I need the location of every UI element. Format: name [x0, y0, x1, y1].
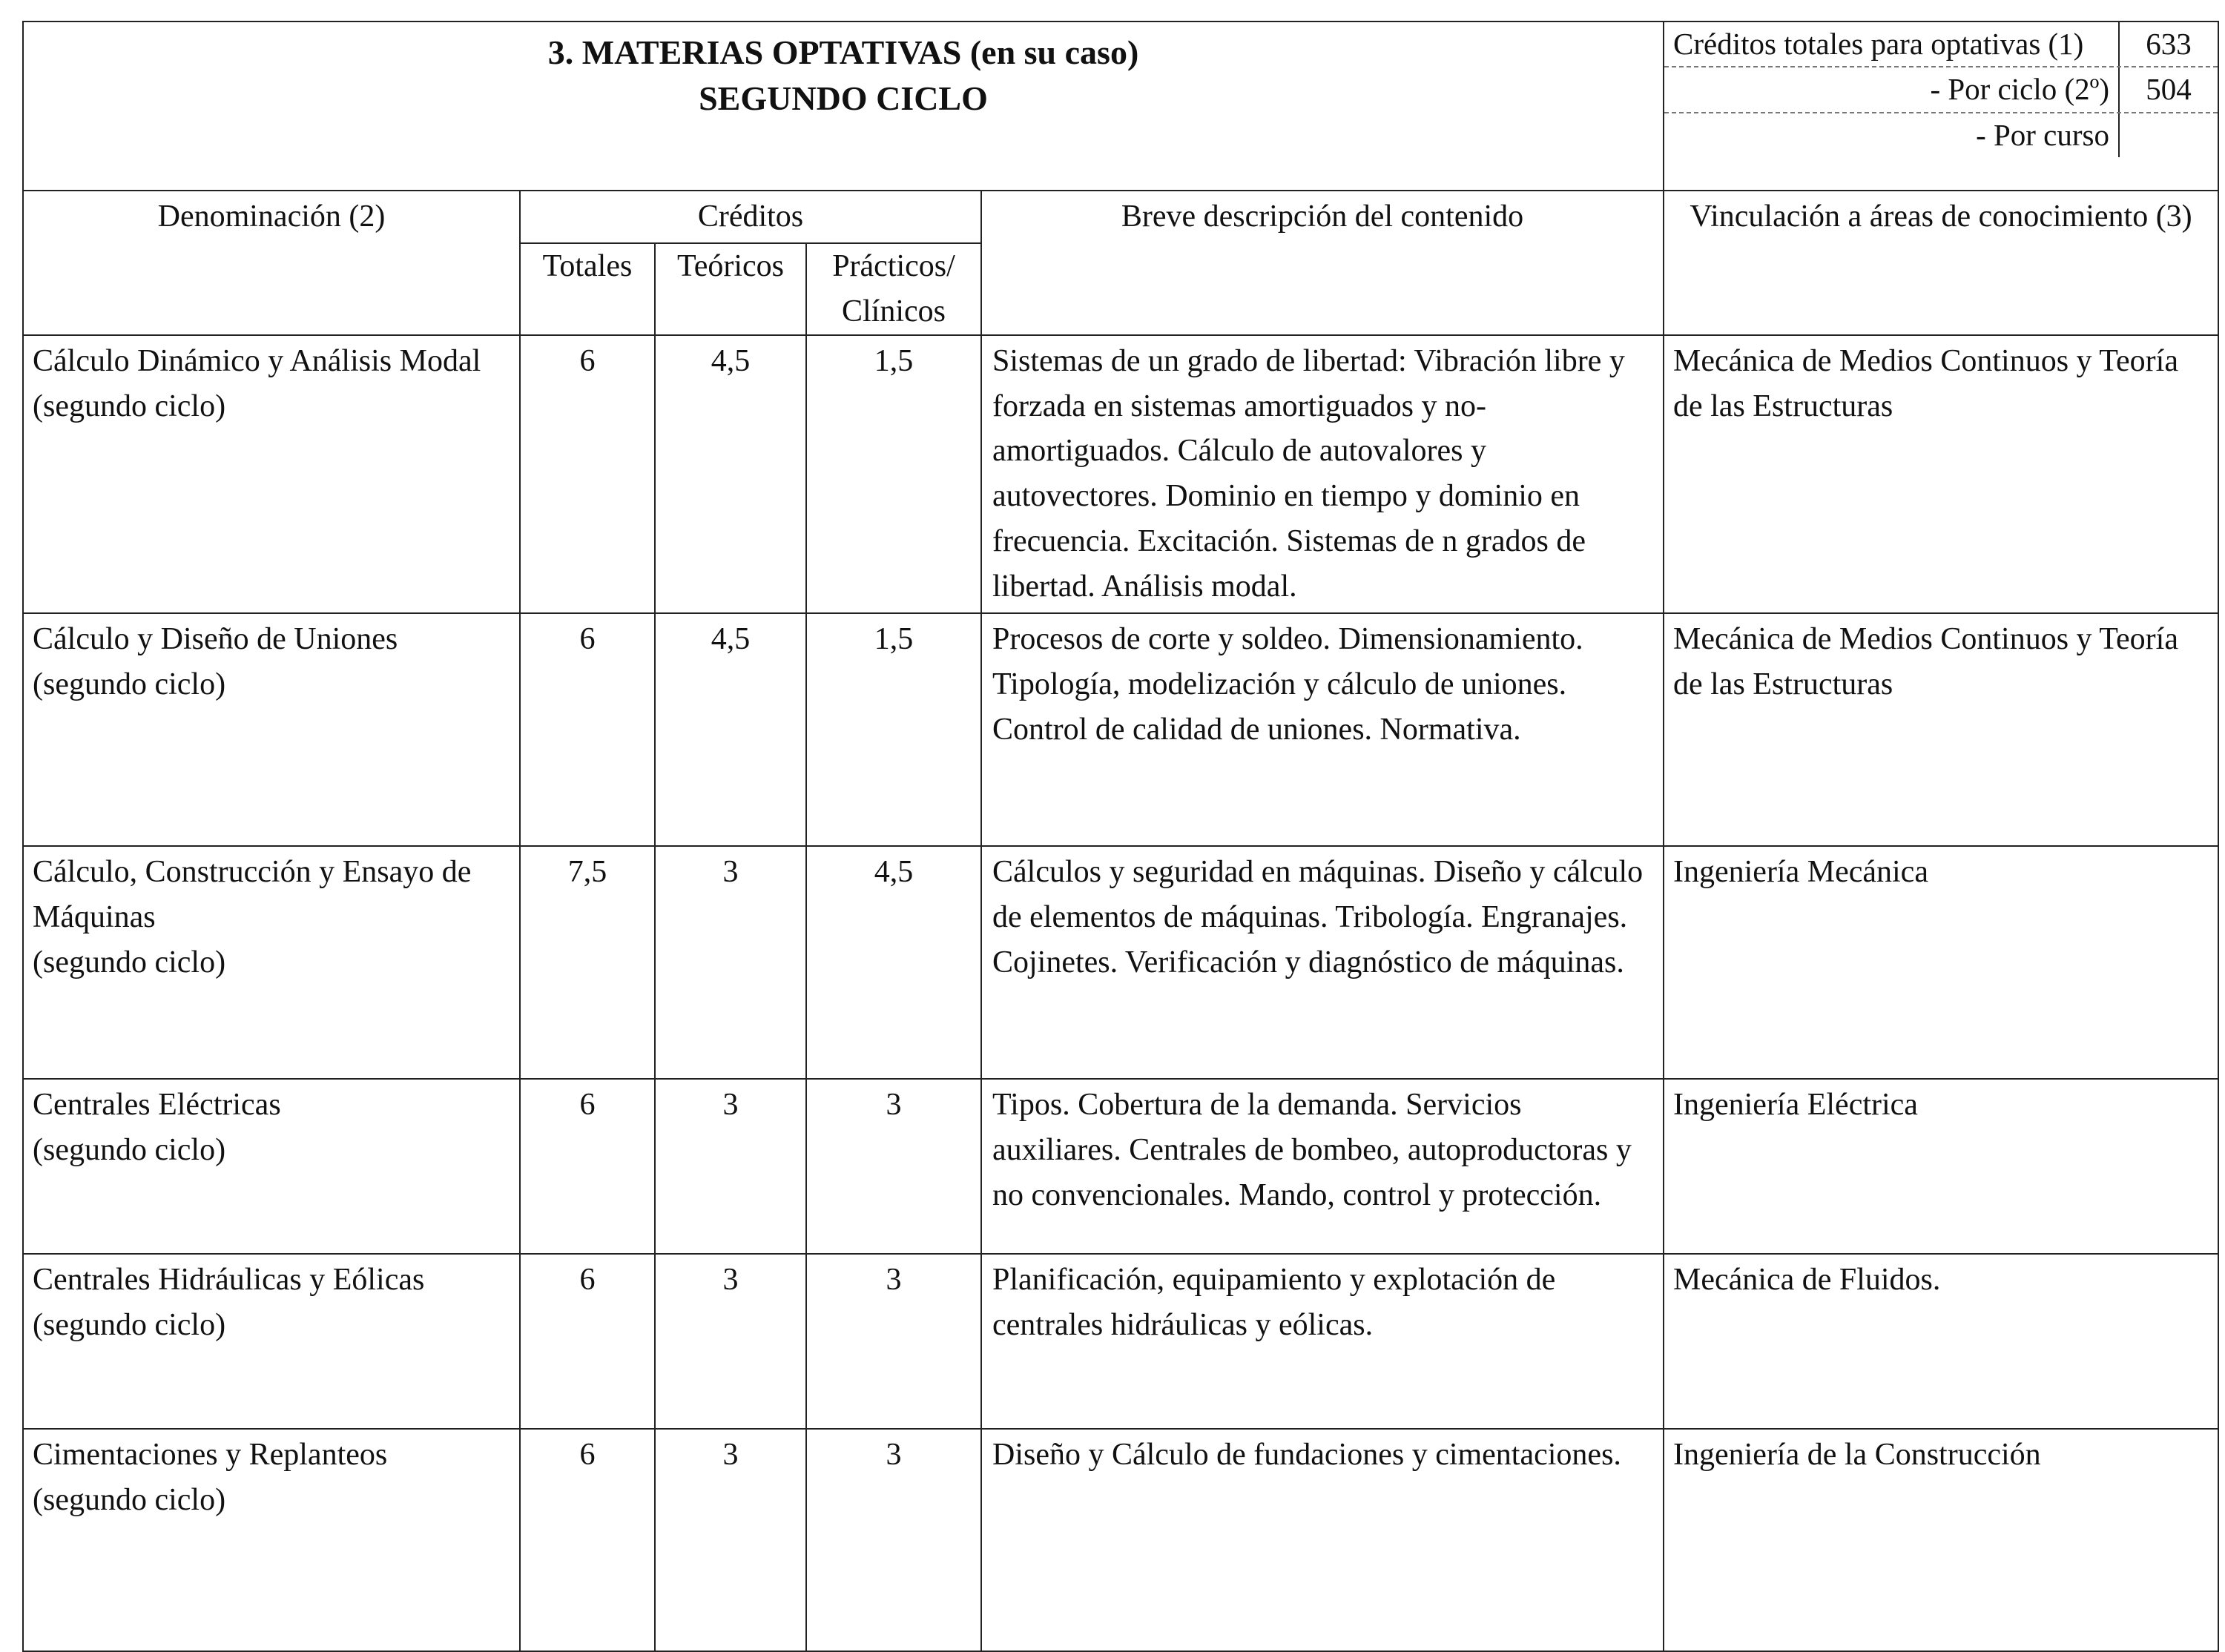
subject-cycle: (segundo ciclo) [33, 389, 226, 423]
credits-total: 7,5 [520, 846, 655, 1079]
summary-value: 504 [2118, 67, 2218, 111]
subject-cycle: (segundo ciclo) [33, 667, 226, 701]
summary-label: - Por curso [1976, 117, 2109, 152]
knowledge-area: Ingeniería de la Construcción [1664, 1429, 2218, 1651]
subject-description: Sistemas de un grado de libertad: Vibración libre y forzada en sistemas amortiguados y no-amortiguados. Cálculo de autovalores y autovectores. Dominio en tiempo y dominio en frecuencia. Excitación. Sistemas de n grados de libertad. Análisis modal. [981, 335, 1664, 613]
knowledge-area: Ingeniería Mecánica [1664, 846, 2218, 1079]
summary-label: - Por ciclo (2º) [1930, 72, 2109, 107]
summary-value [2118, 113, 2218, 157]
subject-cycle: (segundo ciclo) [33, 945, 226, 979]
summary-row-total [1664, 22, 2218, 67]
subject-description: Procesos de corte y soldeo. Dimensionamiento. Tipología, modelización y cálculo de uniones. Control de calidad de uniones. Normativa. [981, 613, 1664, 846]
col-practicos: Prácticos/ Clínicos [806, 243, 981, 335]
credits-practice: 1,5 [806, 335, 981, 613]
summary-row-curso [1664, 113, 2218, 157]
credits-total: 6 [520, 1079, 655, 1254]
subject-title: Cálculo, Construcción y Ensayo de Máquinas [33, 855, 472, 934]
table-row [23, 613, 2218, 846]
credits-total: 6 [520, 1429, 655, 1651]
credits-practice: 3 [806, 1429, 981, 1651]
title-line-2: SEGUNDO CICLO [699, 79, 988, 118]
credits-theory: 4,5 [655, 613, 806, 846]
knowledge-area: Mecánica de Medios Continuos y Teoría de las Estructuras [1664, 613, 2218, 846]
summary-value: 633 [2118, 22, 2218, 66]
subject-title: Centrales Eléctricas [33, 1088, 281, 1123]
subject-name [23, 846, 520, 1079]
subject-name [23, 1254, 520, 1429]
credits-theory: 3 [655, 846, 806, 1079]
subject-cycle: (segundo ciclo) [33, 1482, 226, 1517]
knowledge-area: Mecánica de Medios Continuos y Teoría de las Estructuras [1664, 335, 2218, 613]
subject-description: Cálculos y seguridad en máquinas. Diseño y cálculo de elementos de máquinas. Tribología. Engranajes. Cojinetes. Verificación y diagnóstico de máquinas. [981, 846, 1664, 1079]
knowledge-area: Ingeniería Eléctrica [1664, 1079, 2218, 1254]
credits-total: 6 [520, 1254, 655, 1429]
table-row [23, 1429, 2218, 1651]
col-teoricos: Teóricos [655, 243, 806, 335]
knowledge-area: Mecánica de Fluidos. [1664, 1254, 2218, 1429]
subject-name [23, 613, 520, 846]
table-row [23, 1079, 2218, 1254]
subject-title: Cálculo Dinámico y Análisis Modal [33, 343, 481, 378]
credits-practice: 3 [806, 1079, 981, 1254]
table-row [23, 335, 2218, 613]
subject-description: Planificación, equipamiento y explotación de centrales hidráulicas y eólicas. [981, 1254, 1664, 1429]
subject-cycle: (segundo ciclo) [33, 1307, 226, 1342]
col-creditos: Créditos [520, 191, 981, 243]
subject-name [23, 335, 520, 613]
col-descripcion: Breve descripción del contenido [981, 191, 1664, 335]
col-denominacion: Denominación (2) [23, 191, 520, 335]
col-vinculacion: Vinculación a áreas de conocimiento (3) [1664, 191, 2218, 335]
credits-theory: 3 [655, 1254, 806, 1429]
table-row [23, 846, 2218, 1079]
credits-theory: 4,5 [655, 335, 806, 613]
column-header-row [23, 191, 2218, 243]
header-row [23, 22, 2218, 191]
document-page [22, 21, 2218, 1619]
credits-theory: 3 [655, 1429, 806, 1651]
credits-practice: 1,5 [806, 613, 981, 846]
credit-summary [1664, 22, 2218, 191]
subject-title: Cimentaciones y Replanteos [33, 1438, 388, 1473]
table-row [23, 1254, 2218, 1429]
credits-total: 6 [520, 335, 655, 613]
subject-cycle: (segundo ciclo) [33, 1132, 226, 1167]
page-title [23, 22, 1664, 191]
subject-description: Diseño y Cálculo de fundaciones y cimentaciones. [981, 1429, 1664, 1651]
subject-title: Cálculo y Diseño de Uniones [33, 622, 398, 657]
subject-name [23, 1429, 520, 1651]
subject-title: Centrales Hidráulicas y Eólicas [33, 1263, 425, 1298]
optativas-table [22, 21, 2219, 1652]
col-totales: Totales [520, 243, 655, 335]
subject-name [23, 1079, 520, 1254]
summary-label: Créditos totales para optativas (1) [1673, 27, 2084, 61]
subject-description: Tipos. Cobertura de la demanda. Servicios auxiliares. Centrales de bombeo, autoproductoras y no convencionales. Mando, control y protección. [981, 1079, 1664, 1254]
title-line-1: 3. MATERIAS OPTATIVAS (en su caso) [547, 33, 1139, 71]
summary-row-ciclo [1664, 67, 2218, 113]
credits-theory: 3 [655, 1079, 806, 1254]
credits-practice: 4,5 [806, 846, 981, 1079]
credits-practice: 3 [806, 1254, 981, 1429]
credits-total: 6 [520, 613, 655, 846]
